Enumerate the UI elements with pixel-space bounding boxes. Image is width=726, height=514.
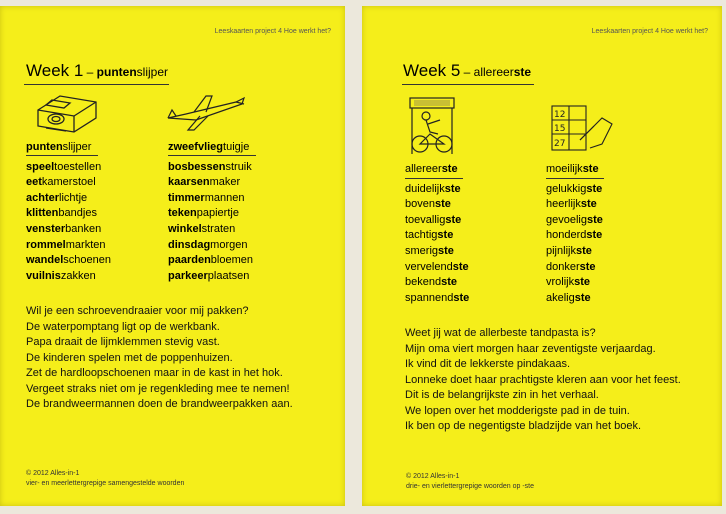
title-underline <box>24 84 169 85</box>
sentence-line: We lopen over het modderigste pad in de tuin. <box>405 404 630 417</box>
card-title: Week 1 – puntenslijper <box>26 61 169 80</box>
sentence-line: Dit is de belangrijkste zin in het verhaal. <box>405 389 599 401</box>
word-item: vensterbanken <box>26 222 102 235</box>
word-item: bovenste <box>405 198 451 211</box>
sentence-line: Mijn oma viert morgen haar zeventigste verjaardag. <box>405 342 656 355</box>
ste-words-column-2 <box>546 162 603 306</box>
compound-words-column-2 <box>168 140 253 284</box>
svg-text:27: 27 <box>554 139 566 149</box>
sentence-line: Zet de hardloopschoenen maar in de kast in het hok. <box>26 367 283 379</box>
sentence-line: Wil je een schroevendraaier voor mij pakken? <box>26 305 249 317</box>
word-item: speeltoestellen <box>26 160 102 173</box>
column-label: allereerste <box>405 163 458 175</box>
word-item: bekendste <box>405 276 457 289</box>
sentence-line: De kinderen spelen met de poppenhuizen. <box>26 351 233 364</box>
word-item: winkelstraten <box>168 222 236 235</box>
word-item: parkeerplaatsen <box>168 269 250 282</box>
card-footer: © 2012 Alles-in-1 drie- en vierlettergrepige woorden op -ste <box>406 473 535 490</box>
word-item: bosbessenstruik <box>168 160 252 173</box>
card-footer: © 2012 Alles-in-1 vier- en meerlettergrepige samengestelde woorden <box>26 470 185 487</box>
compound-words-column-1 <box>26 140 111 284</box>
word-item: gevoeligste <box>546 213 603 226</box>
word-item: paardenbloemen <box>168 254 253 267</box>
reading-card-week-1 <box>0 6 345 506</box>
column-label: zweefvliegtuigje <box>168 141 250 153</box>
sentence-line: Papa draait de lijmklemmen stevig vast. <box>26 336 220 348</box>
label-underline <box>168 155 256 156</box>
sentence-line: Vergeet straks niet om je regenkleding mee te nemen! <box>26 382 290 395</box>
reading-card-week-5 <box>362 6 722 506</box>
ste-words-column-1 <box>405 162 469 306</box>
word-item: heerlijkste <box>546 198 597 211</box>
title-underline <box>402 84 534 85</box>
svg-text:12: 12 <box>554 110 566 120</box>
word-item: vervelendste <box>405 260 469 273</box>
column-label: puntenslijper <box>26 141 92 153</box>
word-item: gelukkigste <box>546 182 603 195</box>
sentence-line: Lonneke doet haar prachtigste kleren aan voor het feest. <box>405 373 681 386</box>
word-item: akeligste <box>546 291 591 304</box>
card-title: Week 5 – allereerste <box>403 61 532 80</box>
word-item: toevalligste <box>405 213 462 226</box>
word-item: achterlichtje <box>26 191 88 204</box>
word-item: dinsdagmorgen <box>168 238 248 251</box>
svg-text:15: 15 <box>554 124 566 134</box>
practice-sentences <box>405 326 681 435</box>
sentence-line: Ik ben op de negentigste bladzijde van het boek. <box>405 420 642 432</box>
glider-illustration <box>166 94 248 134</box>
word-item: donkerste <box>546 260 596 273</box>
label-underline <box>546 178 604 179</box>
card-header: Leeskaarten project 4 Hoe werkt het? <box>591 28 708 35</box>
label-underline <box>405 178 463 179</box>
label-underline <box>26 155 98 156</box>
word-item: timmermannen <box>168 191 245 204</box>
sentence-line: De waterpomptang ligt op de werkbank. <box>26 320 220 333</box>
word-item: tekenpapiertje <box>168 207 239 220</box>
word-item: tachtigste <box>405 229 454 242</box>
word-item: pijnlijkste <box>546 244 592 257</box>
practice-sentences <box>26 304 293 413</box>
word-item: smerigste <box>405 244 454 257</box>
column-label: moeilijkste <box>546 163 599 175</box>
word-item: spannendste <box>405 291 470 304</box>
word-item: wandelschoenen <box>26 254 112 267</box>
cyclist-finish-illustration <box>406 94 458 156</box>
word-item: honderdste <box>546 229 603 242</box>
word-item: vrolijkste <box>546 276 591 289</box>
sentence-line: Weet jij wat de allerbeste tandpasta is? <box>405 327 596 339</box>
sentence-line: Ik vind dit de lekkerste pindakaas. <box>405 358 571 370</box>
word-item: eetkamerstoel <box>26 176 96 189</box>
word-item: rommelmarkten <box>26 238 106 251</box>
word-item: vuilniszakken <box>26 269 96 282</box>
sentence-line: De brandweermannen doen de brandweerpakken aan. <box>26 398 293 410</box>
pencil-sharpener-illustration <box>34 88 102 136</box>
card-header: Leeskaarten project 4 Hoe werkt het? <box>214 28 331 35</box>
word-item: duidelijkste <box>405 182 461 195</box>
word-item: kaarsenmaker <box>168 176 241 189</box>
calendar-hand-illustration <box>550 104 614 154</box>
word-item: klittenbandjes <box>26 207 97 220</box>
